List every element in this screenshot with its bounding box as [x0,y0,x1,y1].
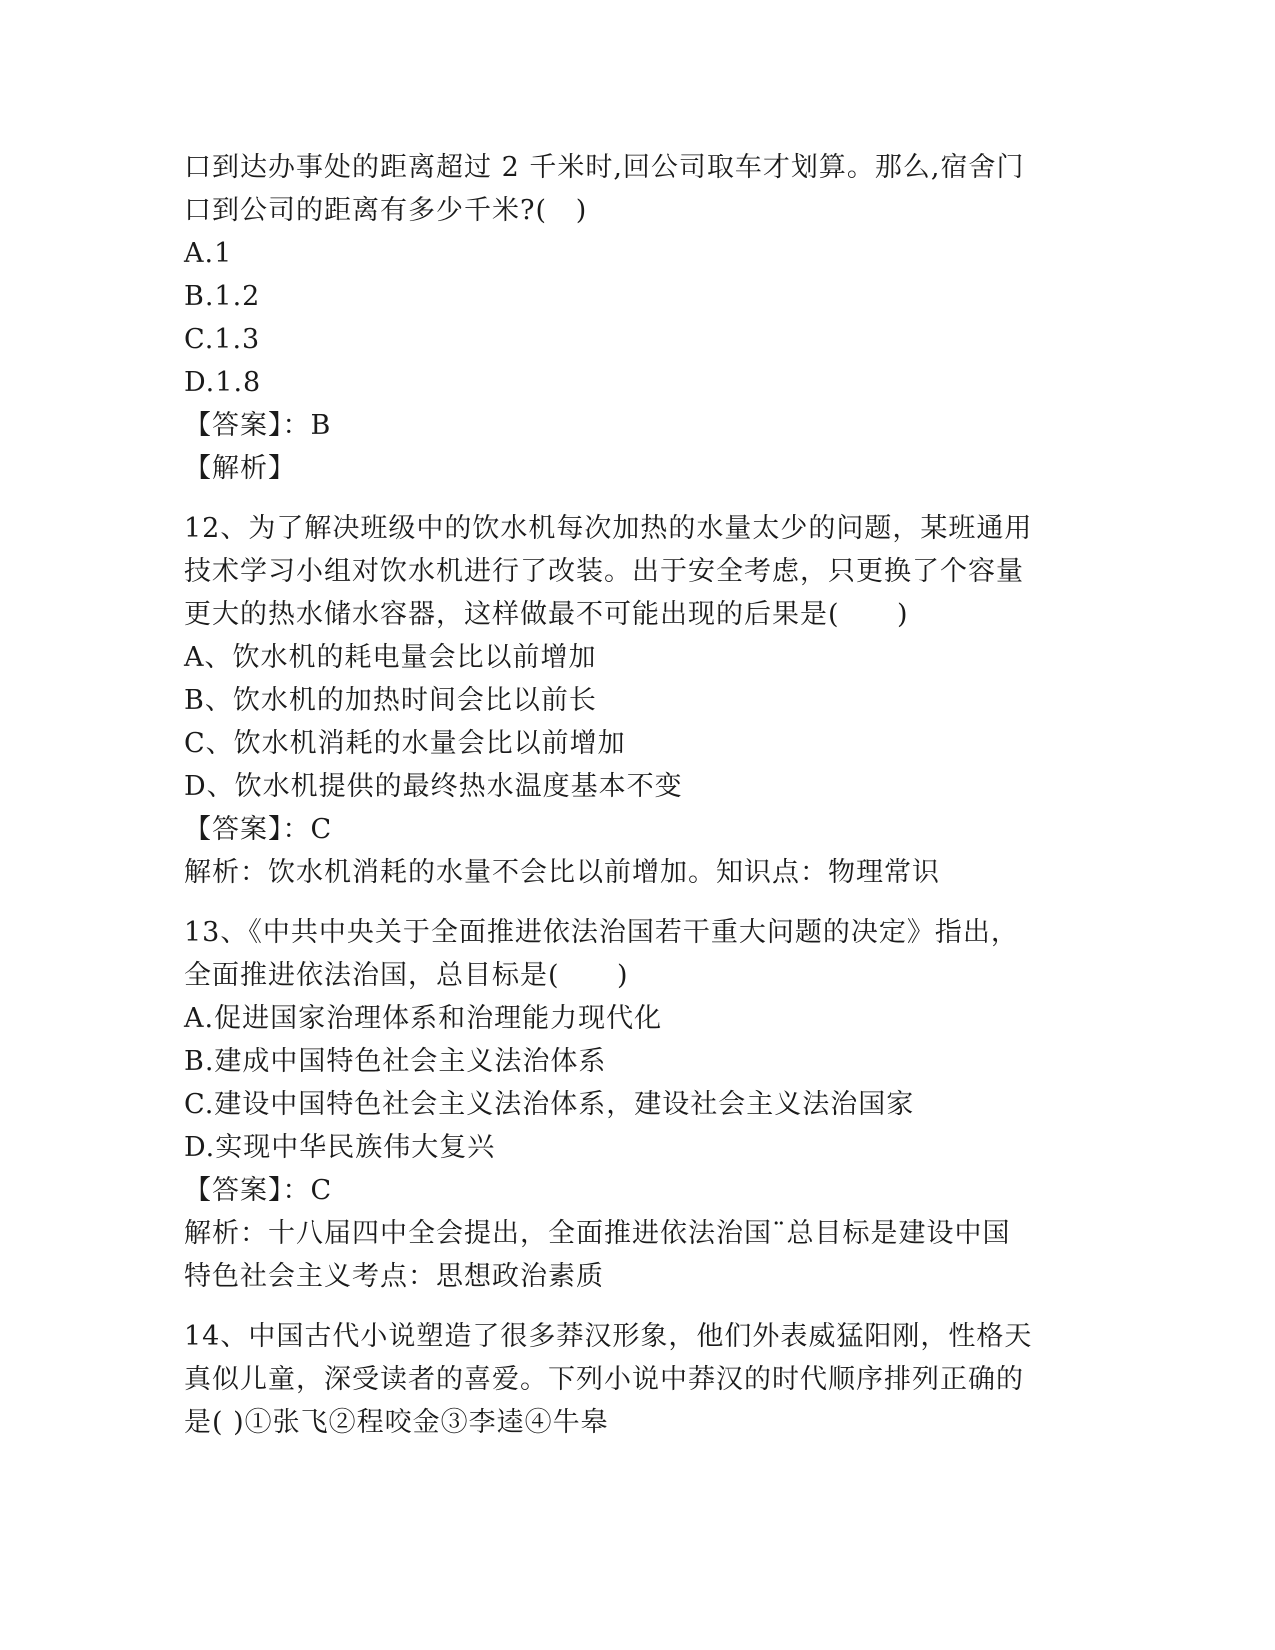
answer-line: 【答案】：C [184,814,333,845]
question-11 [184,146,1084,490]
question-stem-line: 真似儿童，深受读者的喜爱。下列小说中莽汉的时代顺序排列正确的 [184,1364,1024,1395]
question-stem-line: 14、中国古代小说塑造了很多莽汉形象，他们外表威猛阳刚，性格天 [184,1321,1033,1352]
question-stem-line: 口到公司的距离有多少千米?( ) [184,195,588,226]
question-stem-line: 12、为了解决班级中的饮水机每次加热的水量太少的问题，某班通用 [184,513,1033,544]
question-stem-line: 全面推进依法治国，总目标是( ) [184,960,629,991]
question-stem-line: 是( )①张飞②程咬金③李逵④牛皋 [184,1407,609,1438]
document-page [184,146,1084,1444]
analysis-line: 【解析】 [184,453,296,484]
question-12 [184,507,1084,894]
option-c: C.建设中国特色社会主义法治体系，建设社会主义法治国家 [184,1089,915,1120]
option-c: C.1.3 [184,324,261,355]
option-b: B.建成中国特色社会主义法治体系 [184,1046,607,1077]
option-b: B、饮水机的加热时间会比以前长 [184,685,597,716]
option-a: A、饮水机的耗电量会比以前增加 [184,642,597,673]
answer-line: 【答案】：C [184,1175,333,1206]
question-stem-line: 13、《中共中央关于全面推进依法治国若干重大问题的决定》指出， [184,917,1019,948]
option-b: B.1.2 [184,281,261,312]
answer-line: 【答案】：B [184,410,332,441]
option-a: A.促进国家治理体系和治理能力现代化 [184,1003,663,1034]
option-d: D.实现中华民族伟大复兴 [184,1132,496,1163]
analysis-line: 特色社会主义考点：思想政治素质 [184,1261,604,1292]
analysis-line: 解析：饮水机消耗的水量不会比以前增加。知识点：物理常识 [184,857,940,888]
question-13 [184,911,1084,1298]
analysis-line: 解析：十八届四中全会提出，全面推进依法治国¨总目标是建设中国 [184,1218,1011,1249]
question-14 [184,1315,1084,1444]
option-c: C、饮水机消耗的水量会比以前增加 [184,728,626,759]
option-d: D、饮水机提供的最终热水温度基本不变 [184,771,683,802]
question-stem-line: 技术学习小组对饮水机进行了改装。出于安全考虑，只更换了个容量 [184,556,1024,587]
question-stem-line: 口到达办事处的距离超过 2 千米时,回公司取车才划算。那么,宿舍门 [184,152,1025,183]
question-stem-line: 更大的热水储水容器，这样做最不可能出现的后果是( ) [184,599,909,630]
option-a: A.1 [184,238,233,269]
option-d: D.1.8 [184,367,262,398]
